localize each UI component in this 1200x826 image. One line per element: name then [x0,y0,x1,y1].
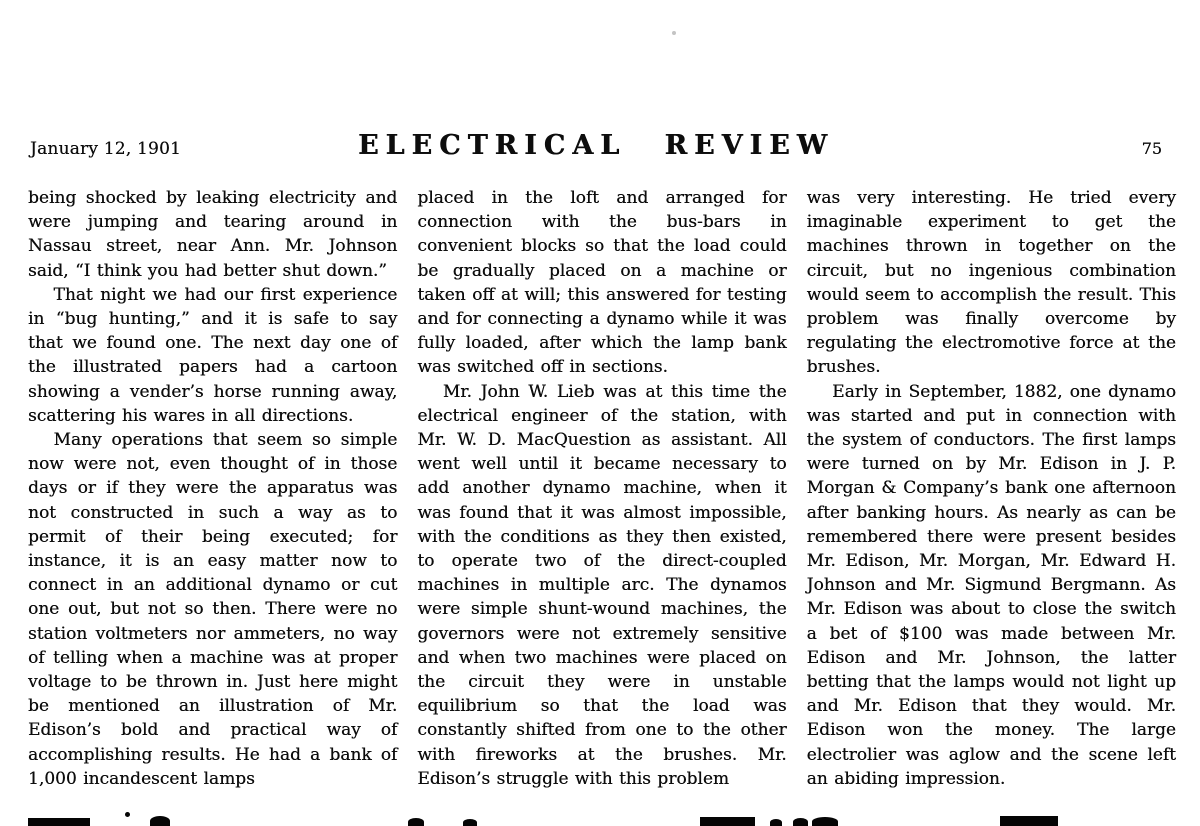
letter-top-fragment [125,812,130,817]
paragraph: That night we had our first experience in “bug hunting,” and it is safe to say that we found one. The next day one of the illustrated papers had a cartoon showing a vender’s horse running away, scattering his wares in all directions. [28,284,398,426]
column-1 [28,186,397,791]
letter-top-fragment [150,816,170,826]
letter-top-fragment [463,819,477,826]
paragraph: being shocked by leaking electricity and were jumping and tearing around in Nassau street, near Ann. Mr. Johnson said, “I think you had better shut down.” [28,188,398,281]
letter-top-fragment [700,817,755,826]
paragraph: was very interesting. He tried every imaginable experiment to get the machines thrown in together on the circuit, but no ingenious combination would seem to accomplish the result. This problem was finally overcome by regulating the electromotive force at the brushes. [806,188,1176,378]
letter-top-fragment [812,817,838,826]
letter-top-fragment [408,818,424,826]
letter-top-fragment [770,819,782,826]
letter-top-fragment [793,818,808,826]
paragraph: Mr. John W. Lieb was at this time the electrical engineer of the station, with Mr. W. D. MacQuestion as assistant. All went well until it became necessary to add another dynamo machine, when it was found that it was almost impossible, with the conditions as they then existed, to operate two of the direct-coupled machines in multiple arc. The dynamos were simple shunt-wound machines, the governors were not extremely sensitive and when two machines were placed on the circuit they were in unstable equilibrium so that the load was constantly shifted from one to the other with fireworks at the brushes. Mr. Edison’s struggle with this problem [417,381,787,789]
column-2 [417,186,786,791]
letter-top-fragment [1000,816,1058,826]
page-header [30,130,1176,161]
journal-masthead: ELECTRICAL REVIEW [357,130,835,161]
column-3 [807,186,1176,791]
paragraph: Early in September, 1882, one dynamo was started and put in connection with the system of conductors. The first lamps were turned on by Mr. Edison in J. P. Morgan & Company’s bank one afternoon after banking hours. As nearly as can be remembered there were present besides Mr. Edison, Mr. Morgan, Mr. Edward H. Johnson and Mr. Sigmund Bergmann. As Mr. Edison was about to close the switch a bet of $100 was made between Mr. Edison and Mr. Johnson, the latter betting that the lamps would not light up and Mr. Edison that they would. Mr. Edison won the money. The large electrolier was aglow and the scene left an abiding impression. [806,381,1176,789]
scan-speck [672,31,676,35]
letter-top-fragment [28,818,90,826]
issue-date: January 12, 1901 [30,139,182,159]
page-number: 75 [1141,139,1162,158]
paragraph: Many operations that seem so simple now were not, even thought of in those days or if they were the apparatus was not constructed in such a way as to permit of their being executed; for instance, it is an easy matter now to connect in an additional dynamo or cut one out, but not so then. There were no station voltmeters nor ammeters, no way of telling when a machine was at proper voltage to be thrown in. Just here might be mentioned an illustration of Mr. Edison’s bold and practical way of accomplishing results. He had a bank of 1,000 incandescent lamps [28,430,398,789]
paragraph: placed in the loft and arranged for connection with the bus-bars in convenient blocks so that the load could be gradually placed on a machine or taken off at will; this answered for testing and for connecting a dynamo while it was fully loaded, after which the lamp bank was switched off in sections. [417,188,787,378]
article-columns [28,186,1176,791]
